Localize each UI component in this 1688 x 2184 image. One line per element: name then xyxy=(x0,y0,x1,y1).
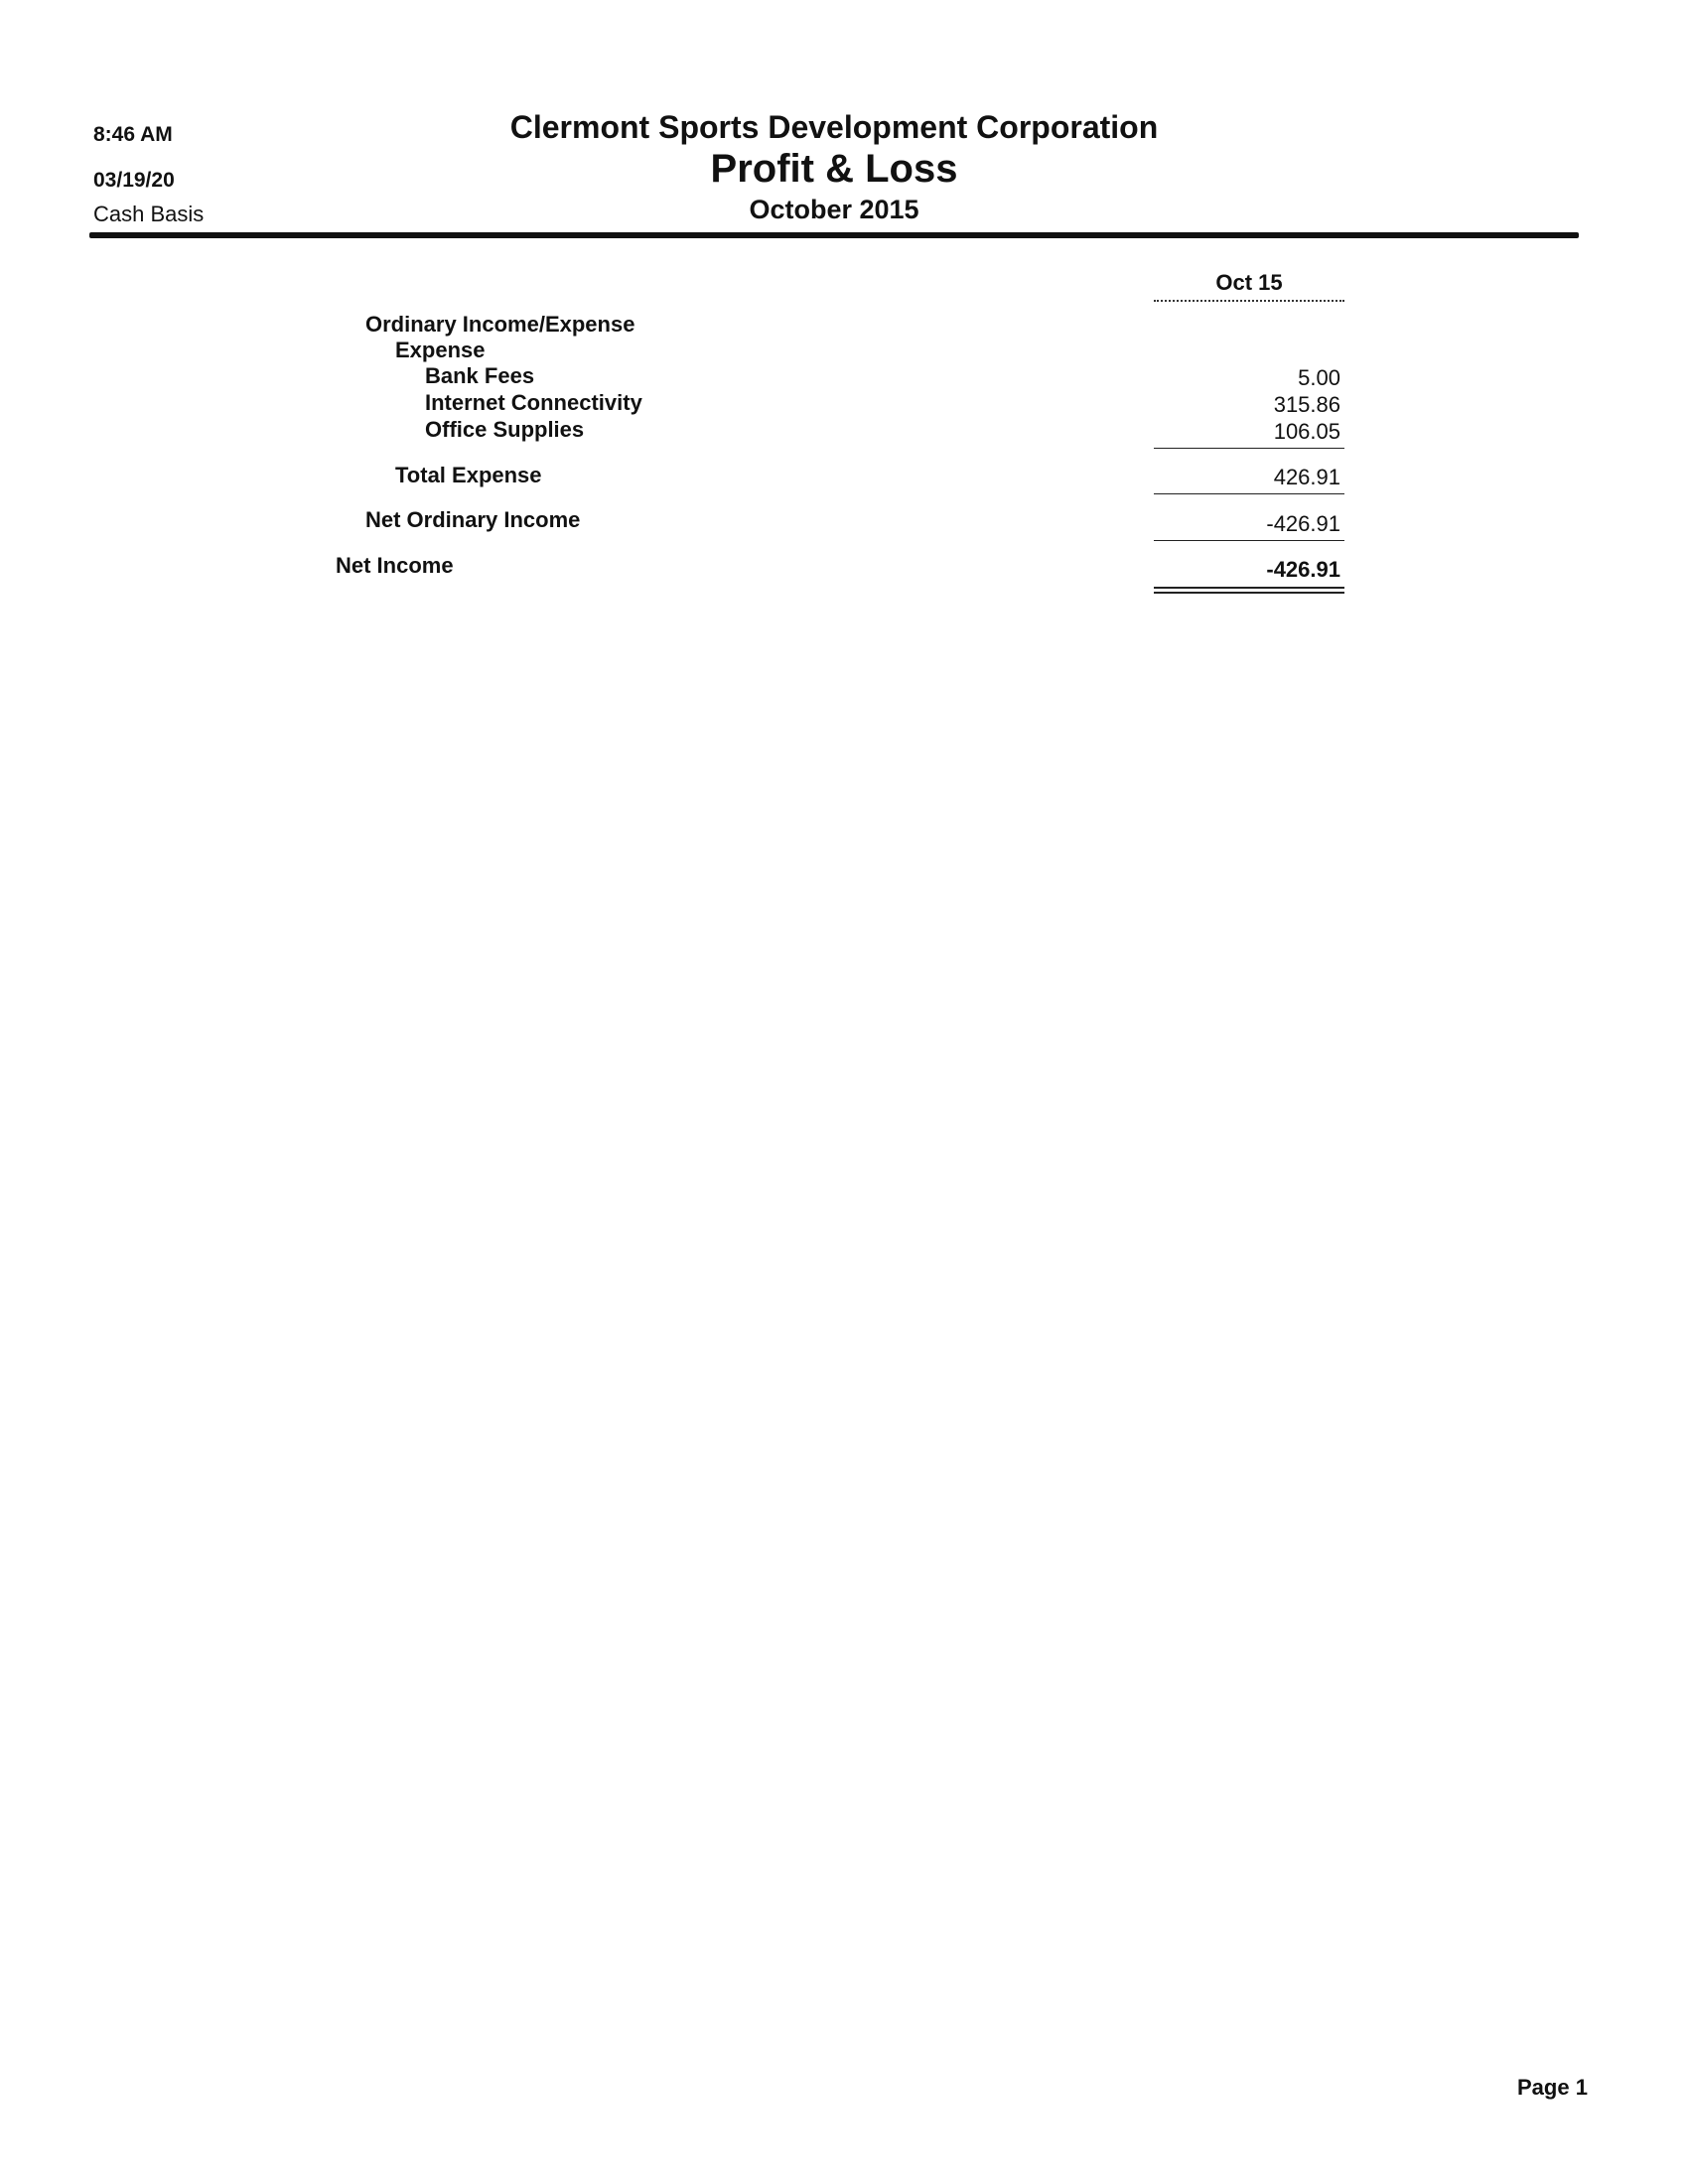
company-name: Clermont Sports Development Corporation xyxy=(509,109,1159,145)
column-header-underline xyxy=(1154,300,1344,302)
row-net-ordinary-income-amount: -426.91 xyxy=(1266,511,1340,536)
row-bank-fees-label: Bank Fees xyxy=(425,363,535,388)
row-office-supplies-label: Office Supplies xyxy=(425,417,585,442)
net-income-double-underline-bottom xyxy=(1154,592,1344,594)
column-header: Oct 15 xyxy=(1215,270,1283,295)
row-total-expense-amount: 426.91 xyxy=(1273,465,1340,489)
row-net-income-label: Net Income xyxy=(336,553,454,578)
page-number: Page 1 xyxy=(1517,2075,1588,2100)
row-internet-connectivity-label: Internet Connectivity xyxy=(425,390,642,415)
net-ordinary-underline xyxy=(1154,540,1344,541)
row-internet-connectivity-amount: 315.86 xyxy=(1273,392,1340,417)
row-office-supplies-amount: 106.05 xyxy=(1273,419,1340,444)
report-title: Profit & Loss xyxy=(710,147,958,191)
row-net-income-amount: -426.91 xyxy=(1266,557,1340,582)
row-net-ordinary-income-label: Net Ordinary Income xyxy=(365,507,581,532)
subtotal-underline xyxy=(1154,448,1344,449)
header-divider xyxy=(89,232,1579,238)
report-period: October 2015 xyxy=(749,195,919,224)
total-expense-underline xyxy=(1154,493,1344,494)
report-time: 8:46 AM xyxy=(93,123,173,146)
report-date: 03/19/20 xyxy=(93,169,175,192)
row-total-expense-label: Total Expense xyxy=(395,463,542,487)
report-basis: Cash Basis xyxy=(93,202,205,226)
row-ordinary-income-expense: Ordinary Income/Expense xyxy=(365,312,635,337)
row-expense: Expense xyxy=(395,338,486,362)
net-income-double-underline-top xyxy=(1154,587,1344,589)
row-bank-fees-amount: 5.00 xyxy=(1298,365,1340,390)
